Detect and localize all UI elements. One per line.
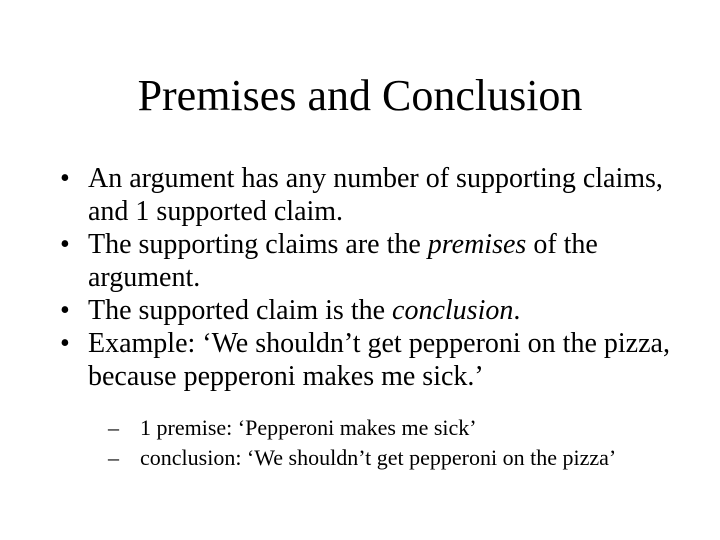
bullet-marker: •	[60, 295, 70, 326]
bullet-marker: •	[60, 328, 70, 359]
bullet-item	[60, 294, 680, 327]
bullet-emphasis: premises	[427, 229, 527, 260]
bullet-text: An argument has any number of supporting claims, and 1 supported claim.	[88, 163, 663, 227]
bullet-item	[60, 327, 680, 473]
bullet-marker: •	[60, 229, 70, 260]
sub-bullet-text: 1 premise: ‘Pepperoni makes me sick’	[140, 415, 477, 440]
bullet-text-pre: The supported claim is the	[88, 295, 393, 326]
bullet-text: Example: ‘We shouldn’t get pepperoni on the pizza, because pepperoni makes me sick.’	[88, 328, 670, 392]
bullet-text-pre: The supporting claims are the	[88, 229, 428, 260]
sub-bullet-text: conclusion: ‘We shouldn’t get pepperoni on the pizza’	[140, 445, 617, 470]
bullet-item	[60, 228, 680, 294]
bullet-item	[60, 162, 680, 228]
bullet-text-post: of the argument.	[88, 229, 598, 293]
sub-bullet-item	[108, 443, 680, 473]
bullet-marker: •	[60, 163, 70, 194]
bullet-text-post: .	[513, 295, 521, 326]
bullet-emphasis: conclusion	[392, 295, 514, 326]
slide-title: Premises and Conclusion	[137, 71, 583, 120]
sub-bullet-item	[108, 413, 680, 443]
sub-bullet-marker: –	[108, 445, 119, 470]
sub-bullet-marker: –	[108, 415, 119, 440]
bullet-list	[60, 162, 680, 473]
sub-bullet-list	[88, 413, 680, 473]
